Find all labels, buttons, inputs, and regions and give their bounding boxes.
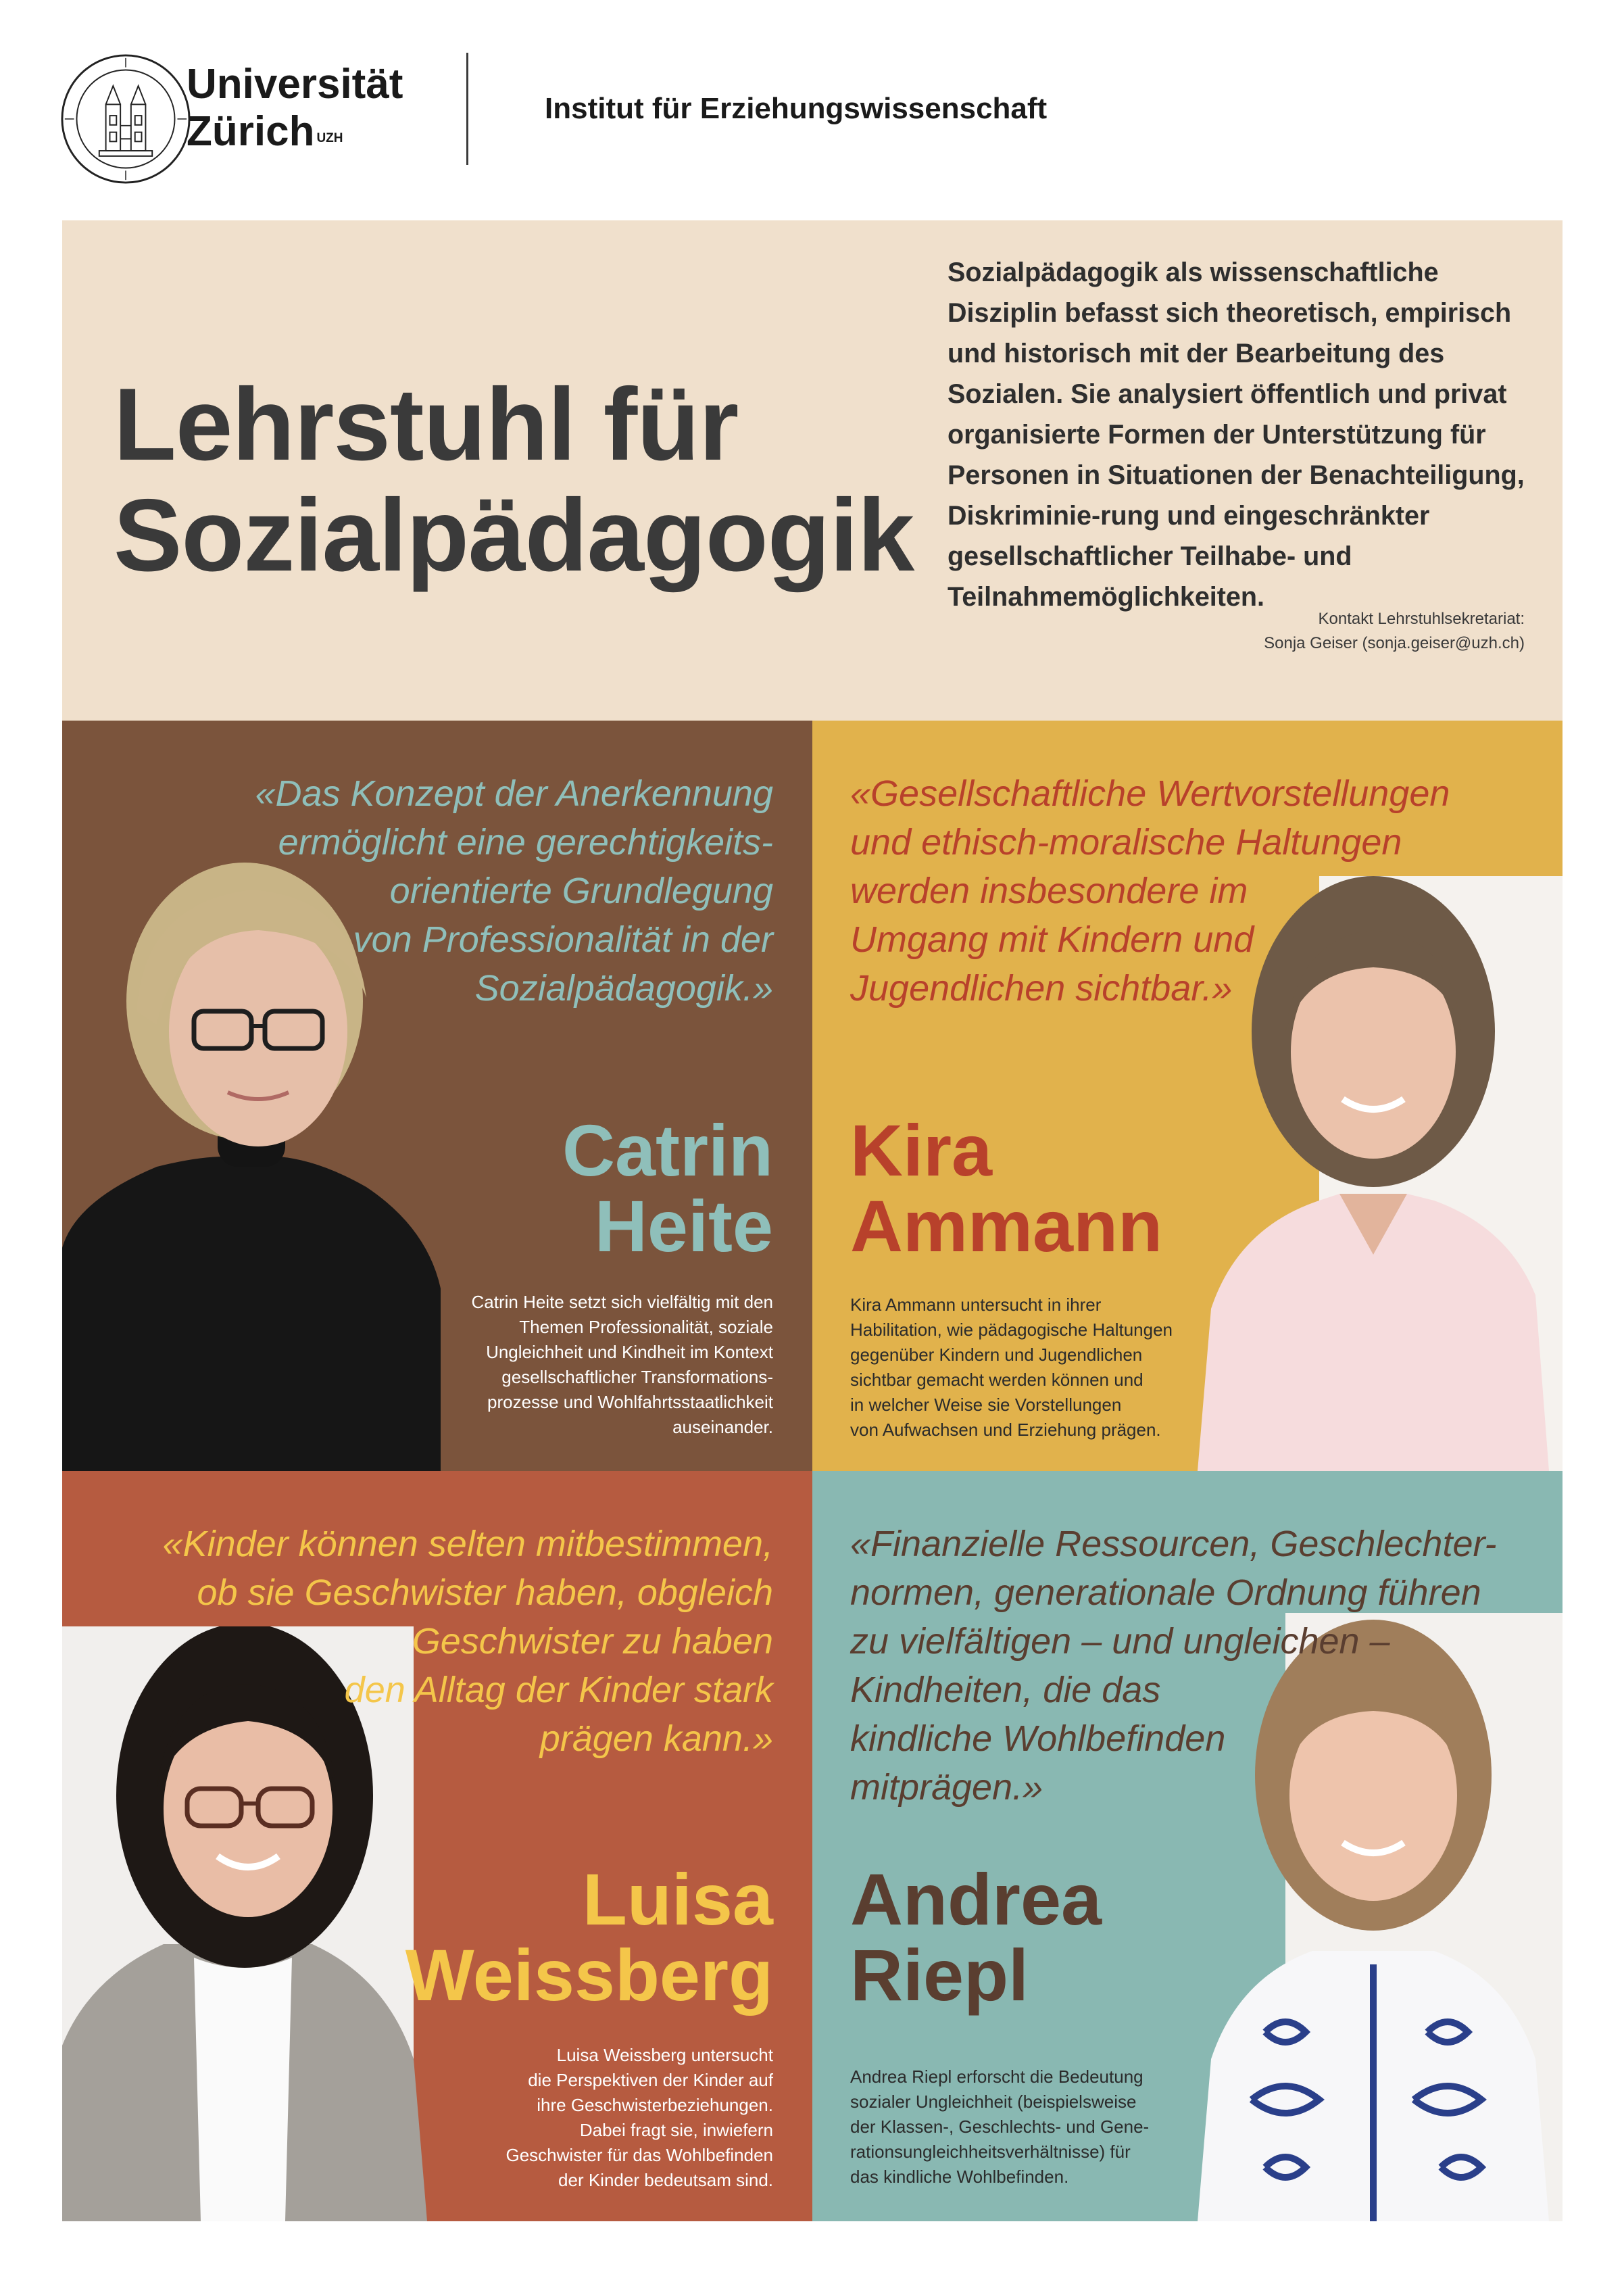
person-name: Andrea Riepl xyxy=(850,1858,1102,2016)
profile-card-andrea-riepl xyxy=(812,1471,1563,2221)
person-bio: Andrea Riepl erforscht die Bedeutung sozialer Ungleichheit (beispielsweise der Klassen-, Geschlechts- und Gene- rationsungleichheitsverhältnisse) für das kindliche Wohlbefinden. xyxy=(850,2066,1150,2187)
university-abbreviation: UZH xyxy=(316,131,343,145)
person-name: Catrin Heite xyxy=(562,1109,773,1267)
contact-info xyxy=(1264,607,1525,656)
person-name: Kira Ammann xyxy=(850,1109,1163,1267)
header-divider xyxy=(466,53,468,165)
intro-description: Sozialpädagogik als wissenschaftliche Disziplin befasst sich theoretisch, empirisch und historisch mit der Bearbeitung des Sozialen. Sie analysiert öffentlich und privat organisierte Formen der Unterstützung für Personen in Situationen der Benachteiligung, Diskriminie-rung und eingeschränkter gesellschaftlicher Teilhabe- und Teilnahmemöglichkeiten. xyxy=(948,258,1525,612)
person-bio: Luisa Weissberg untersucht die Perspektiven der Kinder auf ihre Geschwisterbeziehungen. Dabei fragt sie, inwiefern Geschwister für das Wohlbefinden der Kinder bedeutsam sind. xyxy=(506,2045,773,2190)
profile-card-kira-ammann xyxy=(812,721,1563,1471)
person-bio: Catrin Heite setzt sich vielfältig mit den Themen Professionalität, soziale Ungleichheit und Kindheit im Kontext gesellschaftlicher Transformations- prozesse und Wohlfahrtsstaatlichkeit auseinander. xyxy=(471,1292,773,1437)
profile-card-catrin-heite xyxy=(62,721,812,1471)
quote: «Gesellschaftliche Wertvorstellungen und ethisch-moralische Haltungen werden insbesondere im Umgang mit Kindern und Jugendlichen sichtbar.» xyxy=(850,773,1450,1009)
contact-email[interactable]: Sonja Geiser (sonja.geiser@uzh.ch) xyxy=(1264,634,1525,652)
quote: «Finanzielle Ressourcen, Geschlechter- normen, generationale Ordnung führen zu vielfältigen – und ungleichen – Kindheiten, die das kindliche Wohlbefinden mitprägen.» xyxy=(850,1524,1497,1808)
page-title-line1: Lehrstuhl für xyxy=(114,367,739,482)
university-name-line1: Universität xyxy=(187,61,403,107)
profile-card-luisa-weissberg xyxy=(62,1471,812,2221)
quote: «Das Konzept der Anerkennung ermöglicht eine gerechtigkeits- orientierte Grundlegung von Professionalität in der Sozialpädagogik.» xyxy=(255,773,773,1009)
university-name xyxy=(187,61,403,155)
page-title-line2: Sozialpädagogik xyxy=(114,478,914,593)
contact-label: Kontakt Lehrstuhlsekretariat: xyxy=(1318,610,1525,628)
quote: «Kinder können selten mitbestimmen, ob sie Geschwister haben, obgleich Geschwister zu haben den Alltag der Kinder stark prägen kann.» xyxy=(162,1524,773,1759)
person-name: Luisa Weissberg xyxy=(405,1858,773,2016)
intro-section xyxy=(62,220,1563,721)
person-bio: Kira Ammann untersucht in ihrer Habilitation, wie pädagogische Haltungen gegenüber Kindern und Jugendlichen sichtbar gemacht werden können und in welcher Weise sie Vorstellungen von Aufwachsen und Erziehung prägen. xyxy=(850,1295,1173,1440)
institute-name: Institut für Erziehungswissenschaft xyxy=(545,92,1048,125)
university-seal-logo xyxy=(59,53,192,185)
university-name-line2: Zürich xyxy=(187,108,315,155)
page-title xyxy=(114,369,914,591)
